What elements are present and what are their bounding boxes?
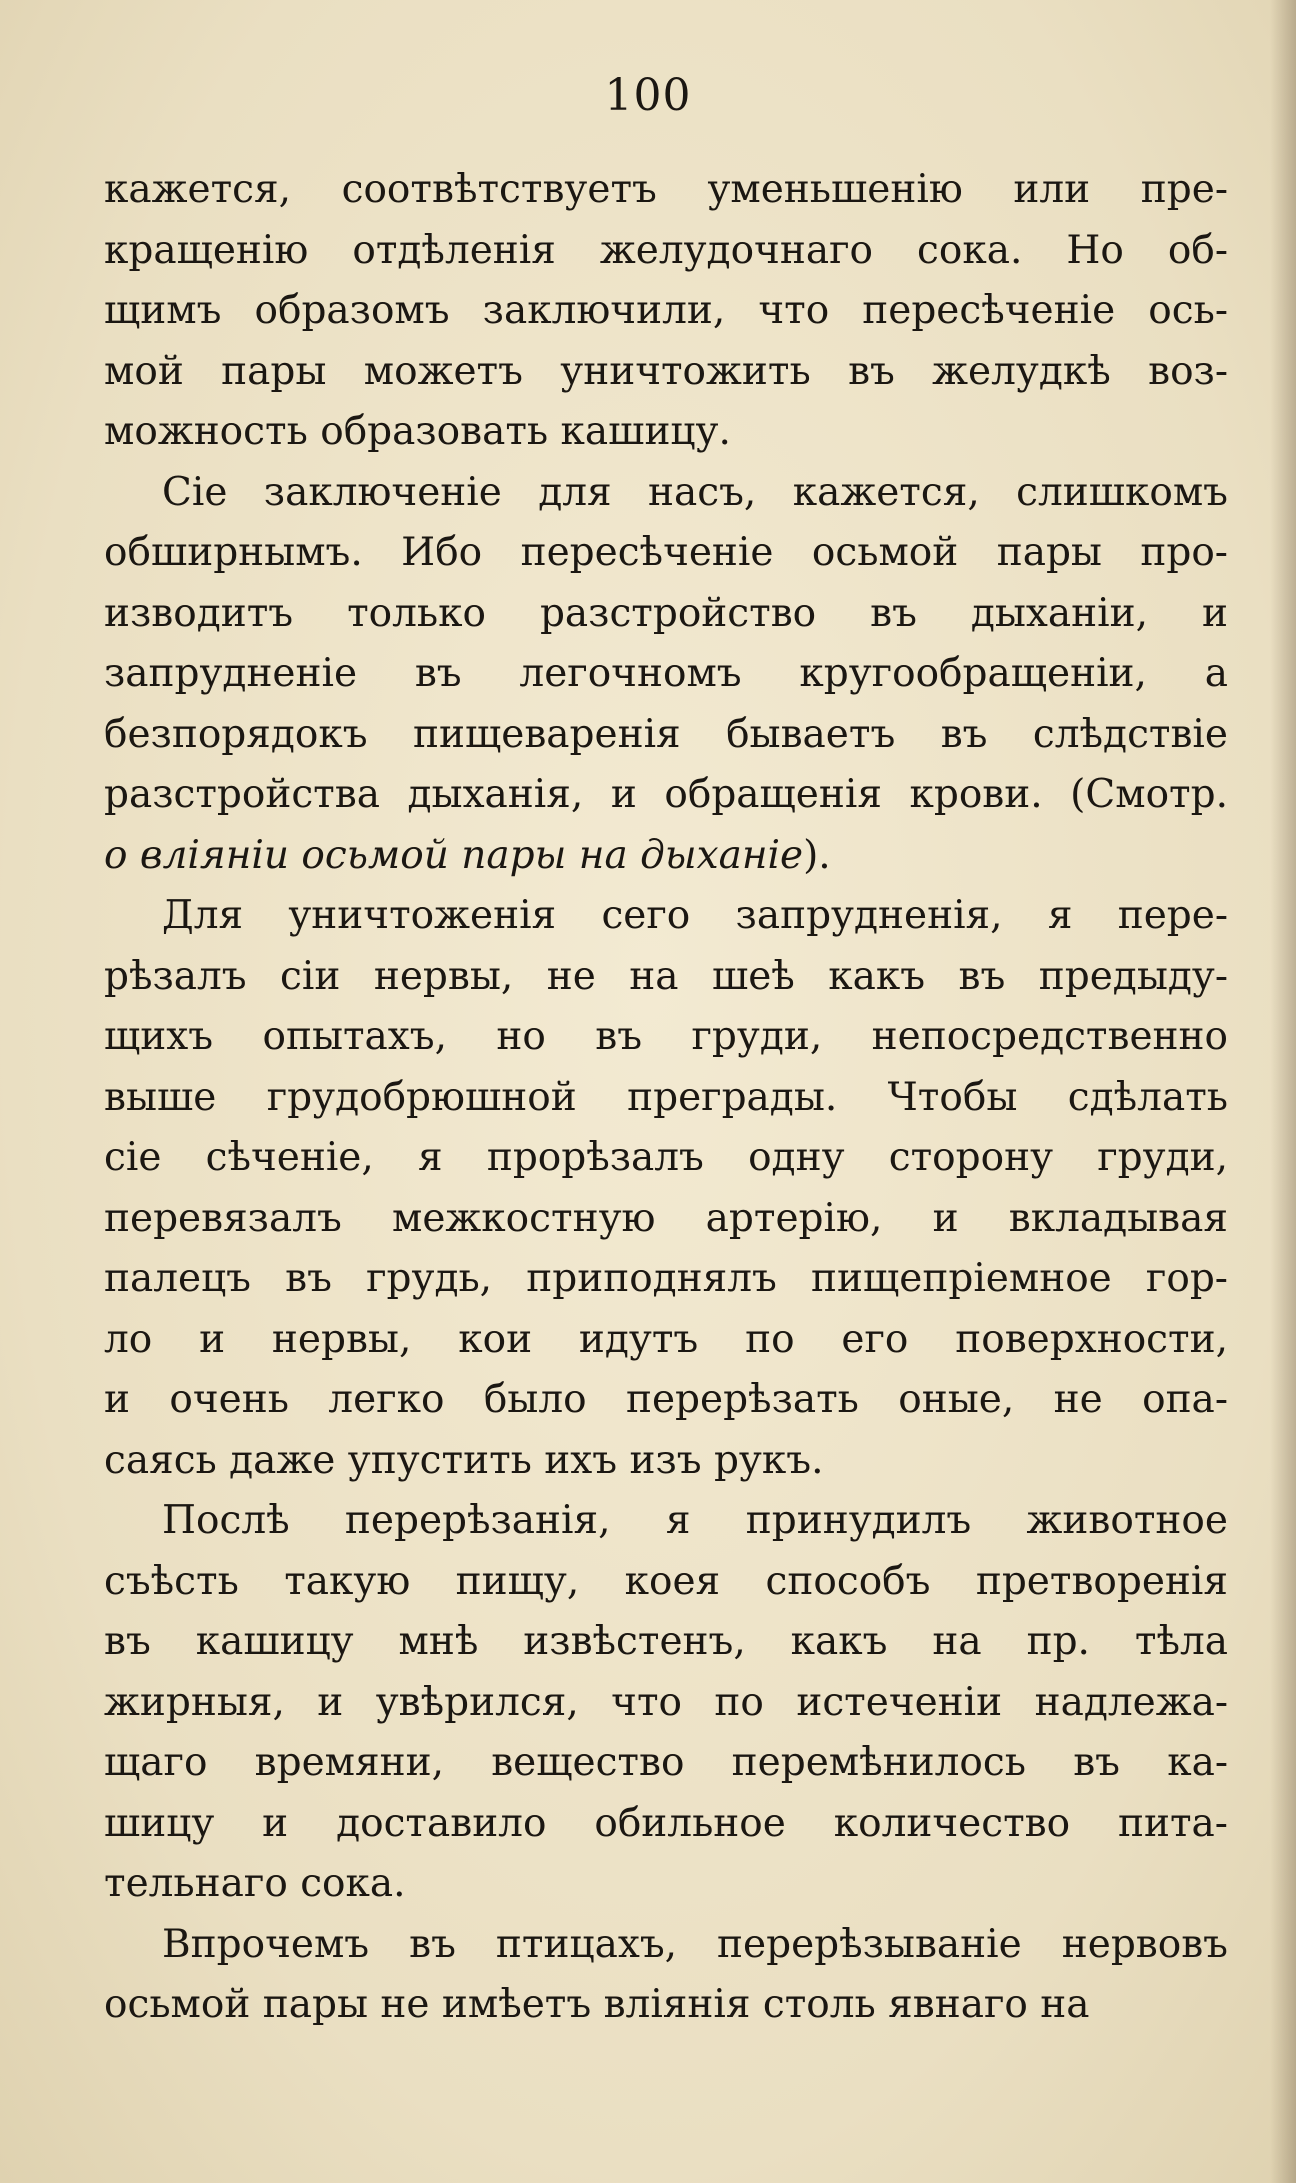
text-line: щихъ опытахъ, но въ груди, непосредственно bbox=[104, 1014, 1228, 1059]
text-line: мой пары можетъ уничтожить въ желудкѣ воз- bbox=[104, 348, 1228, 394]
text-line: выше грудобрюшной преграды. Чтобы сдѣлать bbox=[104, 1074, 1228, 1120]
text-line: Впрочемъ въ птицахъ, перерѣзываніе нервовъ bbox=[162, 1921, 1228, 1967]
text-line: щимъ образомъ заключили, что пересѣченіе ось- bbox=[104, 288, 1228, 333]
paragraph bbox=[104, 1915, 1228, 2036]
text-line: обширнымъ. Ибо пересѣченіе осьмой пары про- bbox=[104, 530, 1228, 575]
text-line: шицу и доставило обильное количество пита- bbox=[104, 1800, 1228, 1846]
text-line: изводитъ только разстройство въ дыханіи, и bbox=[104, 590, 1228, 636]
text-line: въ кашицу мнѣ извѣстенъ, какъ на пр. тѣла bbox=[104, 1619, 1228, 1664]
paragraph bbox=[104, 160, 1228, 463]
body-text bbox=[104, 160, 1228, 2036]
text-line: разстройства дыханія, и обращенія крови. (Смотр. bbox=[104, 772, 1228, 817]
text-line: Для уничтоженія сего запрудненія, я пере- bbox=[162, 893, 1228, 938]
paragraph bbox=[104, 886, 1228, 1491]
text-line: запрудненіе въ легочномъ кругообращеніи, а bbox=[104, 651, 1228, 696]
text-line: щаго времяни, вещество перемѣнилось въ ка- bbox=[104, 1740, 1228, 1785]
text-line: кращенію отдѣленія желудочнаго сока. Но об- bbox=[104, 227, 1228, 273]
paragraph bbox=[104, 1491, 1228, 1915]
paragraph bbox=[104, 463, 1228, 887]
text-line: Сіе заключеніе для насъ, кажется, слишкомъ bbox=[162, 469, 1228, 515]
text-line: ло и нервы, кои идутъ по его поверхности, bbox=[104, 1316, 1228, 1362]
page-number: 100 bbox=[604, 70, 692, 121]
text-line: рѣзалъ сіи нервы, не на шеѣ какъ въ предыду- bbox=[104, 953, 1228, 999]
text-line: жирныя, и увѣрился, что по истеченіи надлежа- bbox=[104, 1679, 1228, 1725]
text-line: палецъ въ грудь, приподнялъ пищепріемное гор- bbox=[104, 1256, 1228, 1301]
page-edge-shadow bbox=[1270, 0, 1296, 2183]
text-line: и очень легко было перерѣзать оные, не опа- bbox=[104, 1377, 1228, 1422]
text-line: съѣсть такую пищу, коея способъ претворенія bbox=[104, 1558, 1228, 1604]
text-line: о вліяніи осьмой пары на дыханіе). bbox=[104, 832, 831, 878]
text-line: сіе сѣченіе, я прорѣзалъ одну сторону груди, bbox=[104, 1135, 1228, 1180]
text-line: Послѣ перерѣзанія, я принудилъ животное bbox=[162, 1498, 1228, 1543]
text-line: можность образовать кашицу. bbox=[104, 409, 731, 454]
text-line: осьмой пары не имѣетъ вліянія столь явнаго на bbox=[104, 1982, 1090, 2027]
text-line: кажется, соотвѣтствуетъ уменьшенію или пре- bbox=[104, 167, 1228, 212]
text-line: тельнаго сока. bbox=[104, 1861, 406, 1906]
text-line: перевязалъ межкостную артерію, и вкладывая bbox=[104, 1195, 1228, 1241]
text-line: саясь даже упустить ихъ изъ рукъ. bbox=[104, 1437, 824, 1483]
text-line: безпорядокъ пищеваренія бываетъ въ слѣдствіе bbox=[104, 711, 1228, 757]
emphasis-text: о вліяніи осьмой пары на дыханіе bbox=[104, 832, 804, 878]
